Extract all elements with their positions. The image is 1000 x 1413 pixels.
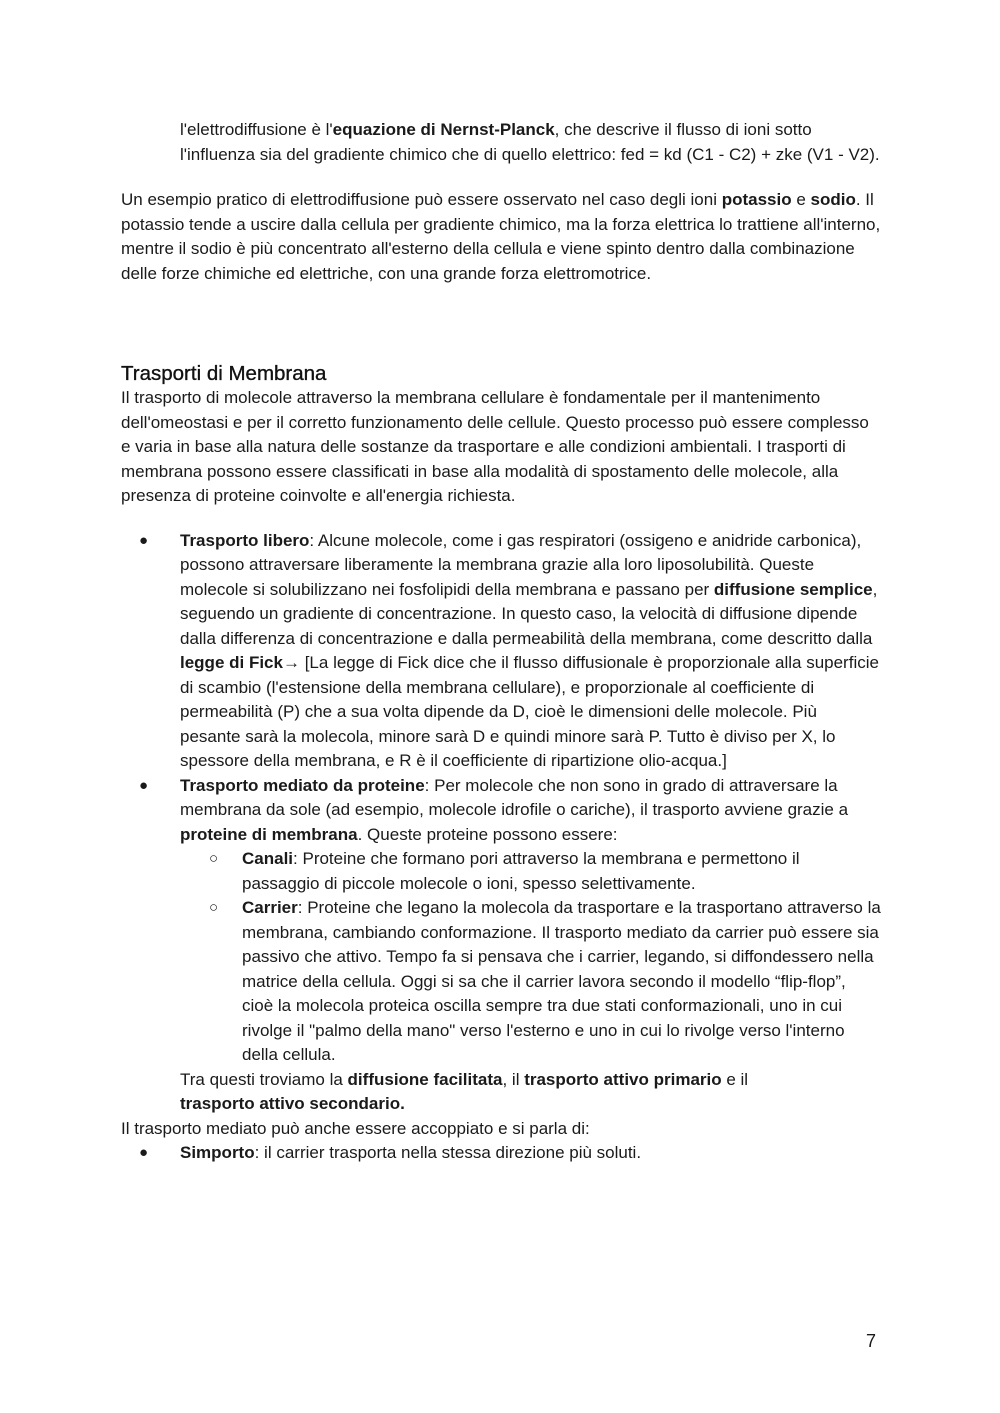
list-item-simporto	[121, 1141, 881, 1166]
section-heading: Trasporti di Membrana	[121, 362, 327, 385]
transport-list	[121, 529, 881, 1068]
sub-item-title: Canali	[242, 849, 294, 868]
intro-text-a: l'elettrodiffusione è l'	[180, 120, 333, 139]
bullet-icon: ●	[139, 776, 149, 794]
protein-sublist	[180, 847, 881, 1068]
item-bold-legge-di-fick: legge di Fick	[180, 653, 283, 672]
circle-bullet-icon: ○	[209, 899, 219, 916]
item-title: Trasporto mediato da proteine	[180, 775, 425, 795]
sub-item-text: : Proteine che legano la molecola da trasportare e la trasportano attraverso la membrana, cambiando conformazione. Il trasporto mediato da carrier può essere sia passivo che attivo. Tempo fa si pensava che i carrier, legando, si diffondessero nella matrice della cellula. Oggi si sa che il carrier lavora secondo il modello “flip-flop”, cioè la molecola proteica oscilla sempre tra due stati conformazionali, uno in cui rivolge il "palmo della mano" verso l'esterno e uno in cui lo rivolge verso l'interno della cellula.	[242, 898, 881, 1064]
circle-bullet-icon: ○	[209, 850, 219, 867]
sub-item-text: : Proteine che formano pori attraverso la membrana e permettono il passaggio di piccole molecole o ioni, spesso selettivamente.	[242, 849, 800, 893]
sublist-item-canali	[180, 847, 881, 896]
example-bold-potassio: potassio	[721, 190, 792, 209]
example-text-c: e	[791, 190, 811, 209]
section-intro-paragraph: Il trasporto di molecole attraverso la membrana cellulare è fondamentale per il mantenimento dell'omeostasi e per il corretto funzionamento delle cellule. Questo processo può essere complesso e varia in base alla natura delle sostanze da trasportare e alle condizioni ambientali. I trasporti di membrana possono essere classificati in base alla modalità di spostamento delle molecole, alla presenza di proteine coinvolte e all'energia richiesta.	[121, 388, 869, 505]
example-bold-sodio: sodio	[810, 190, 856, 209]
intro-paragraph	[121, 118, 881, 167]
after-list-paragraph	[121, 1068, 881, 1117]
sublist-item-carrier	[180, 896, 881, 1068]
bold-trasporto-attivo-secondario: trasporto attivo secondario.	[180, 1094, 405, 1113]
text: , il	[502, 1069, 525, 1089]
bullet-icon: ●	[139, 1144, 149, 1161]
bold-trasporto-attivo-primario: trasporto attivo primario	[524, 1069, 722, 1089]
intro-bold-nernst-planck: equazione di Nernst-Planck	[332, 120, 555, 139]
item-text: : Per molecole che non sono in grado di attraversare la membrana da sole (ad esempio, molecole idrofile o cariche), il trasporto avviene grazie a	[180, 775, 849, 819]
item-bold-proteine-di-membrana: proteine di membrana	[180, 824, 358, 844]
page-number: 7	[866, 1331, 877, 1351]
list-item-trasporto-libero	[121, 529, 881, 774]
item-title: Trasporto libero	[180, 530, 310, 550]
coupled-intro-paragraph: Il trasporto mediato può anche essere accoppiato e si parla di:	[121, 1118, 590, 1138]
text: Tra questi troviamo la	[180, 1069, 348, 1089]
item-text: : il carrier trasporta nella stessa direzione più soluti.	[254, 1143, 642, 1162]
item-text: → [La legge di Fick dice che il flusso diffusionale è proporzionale alla superficie di scambio (l'estensione della membrana cellulare), e proporzionale al coefficiente di permeabilità (P) che a sua volta dipende da D, cioè le dimensioni delle molecole. Più pesante sarà la molecola, minore sarà D e quindi minore sarà P. Tutto è diviso per X, lo spessore della membrana, e R è il coefficiente di ripartizione olio-acqua.]	[180, 653, 879, 770]
example-paragraph	[121, 188, 881, 286]
item-bold-diffusione-semplice: diffusione semplice	[713, 579, 873, 599]
bullet-icon: ●	[139, 531, 149, 549]
sub-item-title: Carrier	[242, 898, 298, 917]
item-title: Simporto	[180, 1143, 255, 1162]
list-item-trasporto-mediato	[121, 774, 881, 1068]
text: e il	[721, 1069, 749, 1089]
item-text: , seguendo un gradiente di concentrazione. In questo caso, la velocità di diffusione dipende dalla differenza di concentrazione e dalla permeabilità della membrana, come descritto dalla	[180, 579, 878, 648]
example-text-a: Un esempio pratico di elettrodiffusione può essere osservato nel caso degli ioni	[121, 190, 722, 209]
example-text-e: . Il potassio tende a uscire dalla cellula per gradiente chimico, ma la forza elettrica lo trattiene all'interno, mentre il sodio è più concentrato all'esterno della cellula e viene spinto dentro dalla combinazione delle forze chimiche ed elettriche, con una grande forza elettromotrice.	[121, 190, 881, 283]
coupled-list	[121, 1141, 881, 1166]
item-text: : Alcune molecole, come i gas respiratori (ossigeno e anidride carbonica), possono attraversare liberamente la membrana grazie alla loro liposolubilità. Queste molecole si solubilizzano nei fosfolipidi della membrana e passano per	[180, 530, 862, 599]
item-text: . Queste proteine possono essere:	[357, 824, 618, 844]
bold-diffusione-facilitata: diffusione facilitata	[347, 1069, 503, 1089]
intro-text-c: , che descrive il flusso di ioni sotto l'influenza sia del gradiente chimico che di quello elettrico: fed = kd (C1 - C2) + zke (V1 - V2).	[180, 120, 880, 164]
document-page	[121, 118, 881, 1166]
